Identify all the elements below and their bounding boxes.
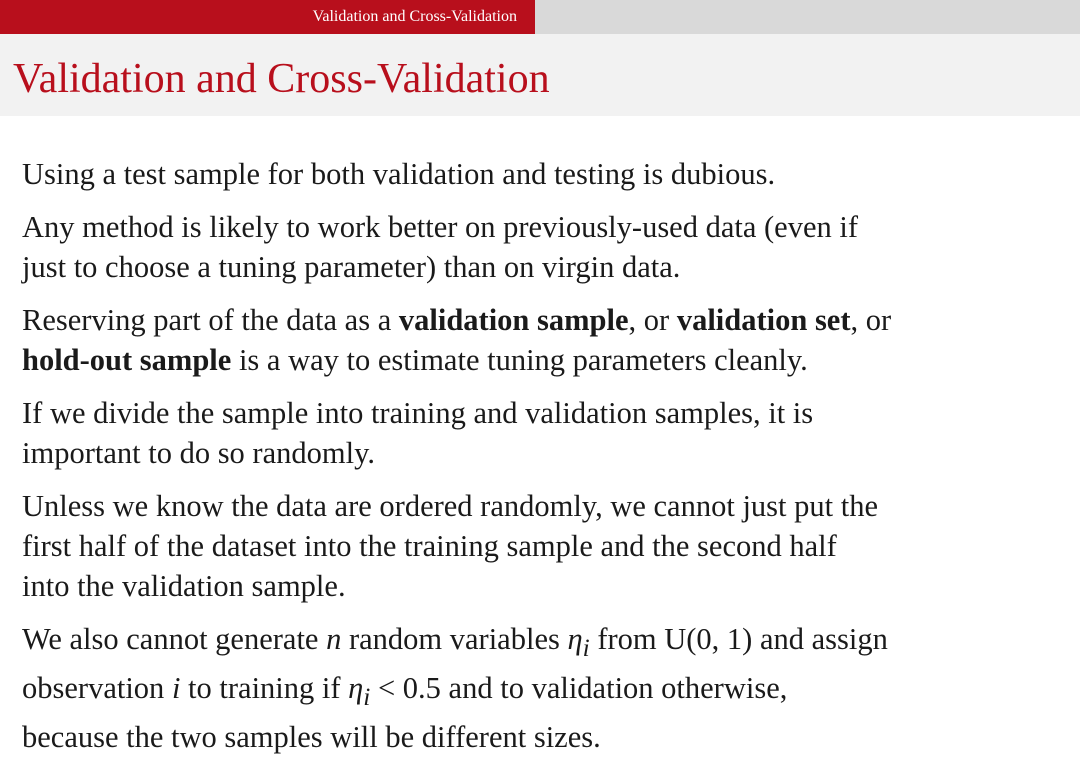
paragraph-5-line-3: into the validation sample. — [22, 569, 346, 603]
paragraph-3-post: is a way to estimate tuning parameters cleanly. — [231, 343, 808, 377]
paragraph-6-line-3: because the two samples will be different sizes. — [22, 720, 601, 755]
paragraph-4 — [22, 393, 1062, 473]
paragraph-2-line-2: just to choose a tuning parameter) than on virgin data. — [22, 250, 681, 284]
paragraph-6 — [22, 619, 1062, 757]
paragraph-3 — [22, 300, 1062, 380]
slide-body — [22, 154, 1062, 770]
math-eta-2-subscript: i — [363, 683, 371, 712]
paragraph-6-line-2-mid: to training if — [180, 671, 349, 706]
math-n: n — [326, 622, 342, 656]
paragraph-6-pre: We also cannot generate — [22, 622, 327, 656]
paragraph-6-mid-2: from U(0, 1) and assign — [589, 622, 888, 656]
paragraph-3-pre: Reserving part of the data as a — [22, 303, 399, 337]
math-i: i — [171, 671, 181, 706]
paragraph-5 — [22, 486, 1062, 606]
term-validation-sample: validation sample — [398, 303, 629, 337]
paragraph-3-mid-1: , or — [628, 303, 677, 337]
paragraph-1-text: Using a test sample for both validation and testing is dubious. — [22, 157, 776, 191]
term-hold-out-sample: hold-out sample — [22, 343, 232, 377]
slide-title: Validation and Cross-Validation — [13, 56, 550, 102]
paragraph-6-mid-1: random variables — [341, 622, 568, 656]
paragraph-4-line-2: important to do so randomly. — [22, 436, 375, 470]
paragraph-6-line-2-post: < 0.5 and to validation otherwise, — [370, 671, 788, 706]
math-eta-2: η — [348, 671, 364, 706]
paragraph-6-line-2-pre: observation — [22, 671, 172, 706]
term-validation-set: validation set — [676, 303, 851, 337]
paragraph-4-line-1: If we divide the sample into training and validation samples, it is — [22, 396, 814, 430]
paragraph-2 — [22, 207, 1062, 287]
paragraph-1 — [22, 154, 1062, 194]
math-eta-subscript: i — [582, 634, 590, 663]
paragraph-3-mid-2: , or — [850, 303, 892, 337]
section-nav-tab[interactable] — [0, 0, 535, 34]
paragraph-5-line-2: first half of the dataset into the training sample and the second half — [22, 529, 837, 563]
section-nav-label: Validation and Cross-Validation — [312, 8, 517, 25]
math-eta: η — [567, 622, 583, 656]
paragraph-2-line-1: Any method is likely to work better on previously-used data (even if — [22, 210, 859, 244]
paragraph-5-line-1: Unless we know the data are ordered randomly, we cannot just put the — [22, 489, 878, 523]
top-navigation-bar — [0, 0, 1080, 34]
